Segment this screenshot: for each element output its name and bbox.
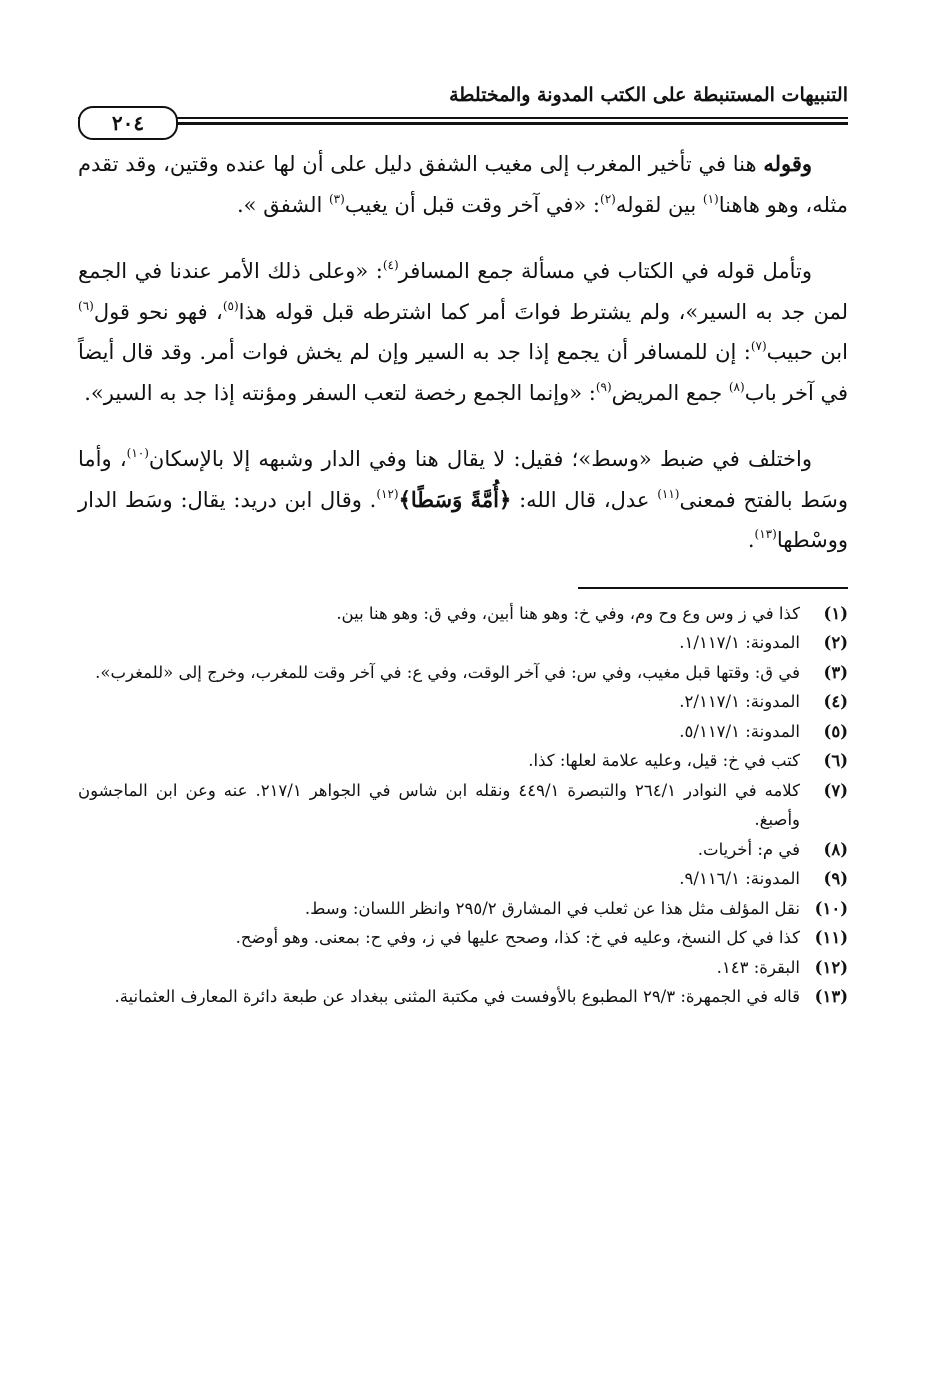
- footnote-item: [78, 894, 848, 924]
- footnote-item: [78, 599, 848, 629]
- footnote-number: (٩): [823, 869, 848, 888]
- footnote-ref: (٧): [750, 339, 767, 353]
- footnote-number: (١٠): [814, 898, 848, 918]
- footnote-number: (٤): [823, 692, 848, 711]
- footnote-item: [78, 982, 848, 1012]
- footnote-number: (٨): [823, 839, 848, 859]
- text-run: : إن للمسافر أن يجمع إذا جد به السير وإن لم يخش فوات أمر. وقد قال أيضاً في آخر باب: [78, 340, 848, 405]
- footnote-ref: (٤): [382, 258, 399, 272]
- footnote-item: [78, 835, 848, 865]
- footnote-number: (١): [823, 603, 848, 623]
- footnote-item: [78, 923, 848, 953]
- text-run: : «وإنما الجمع رخصة لتعب السفر ومؤنته إذا جد به السير».: [84, 380, 596, 405]
- paragraph-3: [78, 439, 848, 561]
- text-run: . وقال ابن دريد: يقال: وسَط الدار ووسْطها: [78, 487, 848, 552]
- footnote-text: في ق: وقتها قبل مغيب، وفي س: في آخر الوقت، وفي ع: في آخر وقت للمغرب، وخرج إلى «للمغرب».: [95, 662, 800, 682]
- footnote-text: كذا في ز وس وع وح وم، وفي خ: وهو هنا أبين، وفي ق: وهو هنا بين.: [336, 603, 800, 623]
- footnote-text: المدونة: ٩/١١٦/١.: [679, 869, 800, 888]
- footnote-ref: (٦): [78, 298, 94, 313]
- page-header: [78, 70, 848, 106]
- footnote-number: (١٢): [814, 957, 848, 977]
- footnotes: [78, 599, 848, 1012]
- text-run: .: [747, 528, 755, 552]
- text-run: : «وعلى ذلك الأمر عندنا في الجمع لمن جد به السير»، ولم يشترط فواتَ أمر كما اشترطه قبل قوله هذا: [78, 259, 848, 324]
- footnote-text: المدونة: ١/١١٧/١.: [679, 633, 800, 652]
- text-run: جمع المريض: [611, 380, 729, 405]
- footnote-text: نقل المؤلف مثل هذا عن ثعلب في المشارق ٢٩٥/٢ وانظر اللسان: وسط.: [304, 898, 800, 918]
- footnote-ref: (٢): [600, 191, 616, 206]
- footnote-item: [78, 628, 848, 658]
- book-page: [78, 70, 848, 1012]
- header-rule: [78, 108, 848, 136]
- footnote-ref: (٨): [728, 379, 745, 394]
- footnote-item: [78, 687, 848, 717]
- footnote-item: [78, 864, 848, 894]
- footnote-text: كلامه في النوادر ٢٦٤/١ والتبصرة ٤٤٩/١ ونقله ابن شاس في الجواهر ٢١٧/١. عنه وعن ابن الماجشون وأصبغ.: [78, 780, 800, 829]
- text-run: ، فهو نحو قول: [93, 299, 223, 324]
- header-rule-thick: [78, 122, 848, 125]
- footnote-separator: [578, 587, 848, 589]
- footnote-item: [78, 953, 848, 983]
- header-rule-thin: [78, 117, 848, 119]
- footnote-text: كتب في خ: قيل، وعليه علامة لعلها: كذا.: [528, 751, 800, 770]
- text-run: هنا في تأخير المغرب إلى مغيب الشفق دليل على أن لها عنده وقتين، وقد تقدم مثله، وهو هاهنا: [78, 152, 848, 217]
- footnote-text: المدونة: ٥/١١٧/١.: [679, 721, 800, 741]
- footnote-text: قاله في الجمهرة: ٢٩/٣ المطبوع بالأوفست في مكتبة المثنى ببغداد عن طبعة دائرة المعارف العثمانية.: [114, 987, 800, 1006]
- quran-verse: ﴿أُمَّةً وَسَطًا﴾: [398, 486, 512, 512]
- footnote-number: (٣): [823, 662, 848, 682]
- paragraph-1: [78, 144, 848, 225]
- footnote-number: (١٣): [814, 987, 848, 1006]
- footnote-ref: (١١): [657, 486, 680, 501]
- footnote-number: (٧): [823, 780, 848, 800]
- page-number: ٢٠٤: [78, 106, 178, 140]
- running-title: التنبيهات المستنبطة على الكتب المدونة والمختلطة: [449, 84, 848, 106]
- text-run: وتأمل قوله في الكتاب في مسألة جمع المسافر: [398, 259, 812, 283]
- paragraph-2: [78, 251, 848, 413]
- footnote-ref: (١): [702, 191, 719, 206]
- text-run: ، وأما وسَط بالفتح فمعنى: [78, 447, 848, 512]
- text-run: ابن حبيب: [766, 340, 848, 364]
- lead-word: وقوله: [763, 151, 812, 176]
- footnote-text: المدونة: ٢/١١٧/١.: [679, 692, 800, 711]
- footnote-ref: (١٢): [376, 486, 399, 501]
- footnote-ref: (٥): [222, 298, 239, 313]
- footnote-number: (٥): [823, 721, 848, 741]
- text-run: : «في آخر وقت قبل أن يغيب: [344, 192, 601, 217]
- footnote-text: كذا في كل النسخ، وعليه في خ: كذا، وصحح عليها في ز، وفي ح: بمعنى. وهو أوضح.: [235, 928, 800, 947]
- footnote-item: [78, 746, 848, 776]
- footnote-ref: (٣): [328, 191, 345, 206]
- footnote-ref: (١٣): [754, 527, 777, 541]
- footnote-item: [78, 776, 848, 835]
- text-run: بين لقوله: [615, 192, 703, 217]
- text-run: واختلف في ضبط «وسط»؛ فقيل: لا يقال هنا وفي الدار وشبهه إلا بالإسكان: [148, 447, 812, 471]
- footnote-ref: (١٠): [126, 446, 149, 460]
- footnote-item: [78, 717, 848, 747]
- main-text: [78, 144, 848, 561]
- footnote-ref: (٩): [595, 379, 612, 394]
- footnote-number: (٢): [823, 633, 848, 652]
- text-run: عدل، قال الله:: [511, 487, 658, 512]
- text-run: الشفق ».: [237, 192, 329, 217]
- footnote-item: [78, 658, 848, 688]
- footnote-text: البقرة: ١٤٣.: [716, 957, 800, 977]
- footnote-text: في م: أخريات.: [697, 839, 800, 859]
- footnote-number: (٦): [823, 751, 848, 770]
- footnote-number: (١١): [814, 928, 848, 947]
